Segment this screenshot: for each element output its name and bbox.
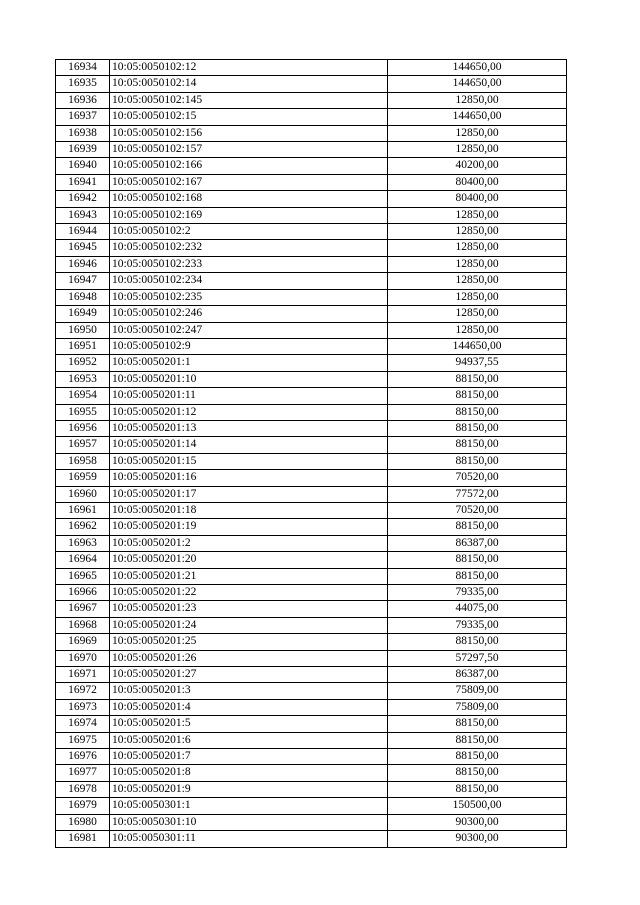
value-cell: 12850,00 <box>388 273 567 289</box>
value-cell: 88150,00 <box>388 716 567 732</box>
cadastral-code-cell: 10:05:0050201:13 <box>110 420 388 436</box>
value-cell: 79335,00 <box>388 617 567 633</box>
table-row <box>56 207 567 223</box>
table-row <box>56 453 567 469</box>
table-row <box>56 240 567 256</box>
row-number-cell: 16975 <box>56 732 110 748</box>
value-cell: 144650,00 <box>388 109 567 125</box>
row-number-cell: 16934 <box>56 60 110 76</box>
table-row <box>56 732 567 748</box>
cadastral-code-cell: 10:05:0050201:15 <box>110 453 388 469</box>
table-row <box>56 322 567 338</box>
table-row <box>56 256 567 272</box>
table-row <box>56 781 567 797</box>
value-cell: 70520,00 <box>388 502 567 518</box>
table-row <box>56 142 567 158</box>
cadastral-code-cell: 10:05:0050102:2 <box>110 224 388 240</box>
table-row <box>56 355 567 371</box>
row-number-cell: 16962 <box>56 519 110 535</box>
cadastral-code-cell: 10:05:0050102:166 <box>110 158 388 174</box>
cadastral-code-cell: 10:05:0050201:8 <box>110 765 388 781</box>
cadastral-code-cell: 10:05:0050201:27 <box>110 667 388 683</box>
value-cell: 88150,00 <box>388 781 567 797</box>
row-number-cell: 16972 <box>56 683 110 699</box>
row-number-cell: 16977 <box>56 765 110 781</box>
row-number-cell: 16948 <box>56 289 110 305</box>
row-number-cell: 16944 <box>56 224 110 240</box>
cadastral-code-cell: 10:05:0050201:16 <box>110 470 388 486</box>
cadastral-code-cell: 10:05:0050102:247 <box>110 322 388 338</box>
row-number-cell: 16961 <box>56 502 110 518</box>
cadastral-code-cell: 10:05:0050201:17 <box>110 486 388 502</box>
cadastral-code-cell: 10:05:0050201:25 <box>110 634 388 650</box>
value-cell: 88150,00 <box>388 420 567 436</box>
row-number-cell: 16950 <box>56 322 110 338</box>
table-row <box>56 191 567 207</box>
row-number-cell: 16980 <box>56 814 110 830</box>
cadastral-code-cell: 10:05:0050201:7 <box>110 749 388 765</box>
value-cell: 12850,00 <box>388 289 567 305</box>
row-number-cell: 16953 <box>56 371 110 387</box>
table-row <box>56 634 567 650</box>
value-cell: 70520,00 <box>388 470 567 486</box>
cadastral-code-cell: 10:05:0050201:2 <box>110 535 388 551</box>
cadastral-code-cell: 10:05:0050201:6 <box>110 732 388 748</box>
row-number-cell: 16958 <box>56 453 110 469</box>
row-number-cell: 16949 <box>56 306 110 322</box>
cadastral-code-cell: 10:05:0050102:15 <box>110 109 388 125</box>
table-row <box>56 831 567 847</box>
table-row <box>56 683 567 699</box>
cadastral-code-cell: 10:05:0050201:14 <box>110 437 388 453</box>
cadastral-code-cell: 10:05:0050102:9 <box>110 338 388 354</box>
value-cell: 40200,00 <box>388 158 567 174</box>
row-number-cell: 16963 <box>56 535 110 551</box>
table-row <box>56 519 567 535</box>
table-row <box>56 273 567 289</box>
row-number-cell: 16960 <box>56 486 110 502</box>
row-number-cell: 16968 <box>56 617 110 633</box>
value-cell: 86387,00 <box>388 667 567 683</box>
table-row <box>56 76 567 92</box>
cadastral-code-cell: 10:05:0050201:1 <box>110 355 388 371</box>
row-number-cell: 16957 <box>56 437 110 453</box>
row-number-cell: 16940 <box>56 158 110 174</box>
row-number-cell: 16942 <box>56 191 110 207</box>
table-row <box>56 814 567 830</box>
table-row <box>56 404 567 420</box>
value-cell: 12850,00 <box>388 322 567 338</box>
row-number-cell: 16978 <box>56 781 110 797</box>
cadastral-code-cell: 10:05:0050102:12 <box>110 60 388 76</box>
cadastral-code-cell: 10:05:0050201:12 <box>110 404 388 420</box>
value-cell: 12850,00 <box>388 256 567 272</box>
value-cell: 86387,00 <box>388 535 567 551</box>
row-number-cell: 16943 <box>56 207 110 223</box>
value-cell: 90300,00 <box>388 814 567 830</box>
row-number-cell: 16946 <box>56 256 110 272</box>
value-cell: 75809,00 <box>388 699 567 715</box>
cadastral-code-cell: 10:05:0050102:168 <box>110 191 388 207</box>
row-number-cell: 16964 <box>56 552 110 568</box>
value-cell: 12850,00 <box>388 207 567 223</box>
row-number-cell: 16966 <box>56 585 110 601</box>
cadastral-code-cell: 10:05:0050201:19 <box>110 519 388 535</box>
row-number-cell: 16939 <box>56 142 110 158</box>
table-row <box>56 224 567 240</box>
table-row <box>56 420 567 436</box>
value-cell: 88150,00 <box>388 732 567 748</box>
row-number-cell: 16941 <box>56 174 110 190</box>
value-cell: 88150,00 <box>388 568 567 584</box>
row-number-cell: 16954 <box>56 388 110 404</box>
table-row <box>56 60 567 76</box>
cadastral-code-cell: 10:05:0050102:233 <box>110 256 388 272</box>
table-row <box>56 289 567 305</box>
cadastral-code-cell: 10:05:0050301:11 <box>110 831 388 847</box>
table-row <box>56 502 567 518</box>
cadastral-code-cell: 10:05:0050301:1 <box>110 798 388 814</box>
value-cell: 12850,00 <box>388 125 567 141</box>
cadastral-code-cell: 10:05:0050201:22 <box>110 585 388 601</box>
table-row <box>56 765 567 781</box>
cadastral-code-cell: 10:05:0050301:10 <box>110 814 388 830</box>
row-number-cell: 16965 <box>56 568 110 584</box>
cadastral-code-cell: 10:05:0050102:157 <box>110 142 388 158</box>
cadastral-code-cell: 10:05:0050102:167 <box>110 174 388 190</box>
value-cell: 79335,00 <box>388 585 567 601</box>
cadastral-code-cell: 10:05:0050201:5 <box>110 716 388 732</box>
table-row <box>56 470 567 486</box>
table-row <box>56 388 567 404</box>
row-number-cell: 16974 <box>56 716 110 732</box>
table-row <box>56 601 567 617</box>
table-row <box>56 371 567 387</box>
row-number-cell: 16976 <box>56 749 110 765</box>
cadastral-code-cell: 10:05:0050201:18 <box>110 502 388 518</box>
table-row <box>56 125 567 141</box>
row-number-cell: 16951 <box>56 338 110 354</box>
table-row <box>56 552 567 568</box>
value-cell: 88150,00 <box>388 749 567 765</box>
cadastral-code-cell: 10:05:0050102:145 <box>110 92 388 108</box>
table-row <box>56 174 567 190</box>
value-cell: 94937,55 <box>388 355 567 371</box>
value-cell: 88150,00 <box>388 453 567 469</box>
cadastral-code-cell: 10:05:0050201:23 <box>110 601 388 617</box>
value-cell: 88150,00 <box>388 634 567 650</box>
cadastral-code-cell: 10:05:0050102:235 <box>110 289 388 305</box>
row-number-cell: 16981 <box>56 831 110 847</box>
table-row <box>56 158 567 174</box>
row-number-cell: 16955 <box>56 404 110 420</box>
value-cell: 88150,00 <box>388 437 567 453</box>
row-number-cell: 16938 <box>56 125 110 141</box>
value-cell: 88150,00 <box>388 388 567 404</box>
row-number-cell: 16952 <box>56 355 110 371</box>
cadastral-code-cell: 10:05:0050102:156 <box>110 125 388 141</box>
table-row <box>56 585 567 601</box>
table-row <box>56 617 567 633</box>
table-row <box>56 306 567 322</box>
cadastral-code-cell: 10:05:0050201:9 <box>110 781 388 797</box>
value-cell: 88150,00 <box>388 552 567 568</box>
cadastral-code-cell: 10:05:0050201:11 <box>110 388 388 404</box>
table-row <box>56 92 567 108</box>
table-row <box>56 338 567 354</box>
row-number-cell: 16959 <box>56 470 110 486</box>
cadastral-code-cell: 10:05:0050201:26 <box>110 650 388 666</box>
cadastral-code-cell: 10:05:0050201:20 <box>110 552 388 568</box>
table-row <box>56 667 567 683</box>
value-cell: 88150,00 <box>388 519 567 535</box>
value-cell: 12850,00 <box>388 240 567 256</box>
cadastral-code-cell: 10:05:0050201:3 <box>110 683 388 699</box>
cadastral-code-cell: 10:05:0050201:24 <box>110 617 388 633</box>
row-number-cell: 16936 <box>56 92 110 108</box>
row-number-cell: 16973 <box>56 699 110 715</box>
table-row <box>56 109 567 125</box>
row-number-cell: 16937 <box>56 109 110 125</box>
value-cell: 12850,00 <box>388 92 567 108</box>
value-cell: 12850,00 <box>388 142 567 158</box>
table-row <box>56 437 567 453</box>
value-cell: 77572,00 <box>388 486 567 502</box>
row-number-cell: 16971 <box>56 667 110 683</box>
value-cell: 57297,50 <box>388 650 567 666</box>
value-cell: 88150,00 <box>388 371 567 387</box>
table-row <box>56 535 567 551</box>
row-number-cell: 16967 <box>56 601 110 617</box>
row-number-cell: 16935 <box>56 76 110 92</box>
records-table-body <box>56 60 567 848</box>
cadastral-code-cell: 10:05:0050102:169 <box>110 207 388 223</box>
cadastral-code-cell: 10:05:0050201:4 <box>110 699 388 715</box>
value-cell: 150500,00 <box>388 798 567 814</box>
records-table <box>55 59 567 848</box>
value-cell: 90300,00 <box>388 831 567 847</box>
cadastral-code-cell: 10:05:0050201:10 <box>110 371 388 387</box>
value-cell: 44075,00 <box>388 601 567 617</box>
table-row <box>56 798 567 814</box>
value-cell: 88150,00 <box>388 765 567 781</box>
table-row <box>56 699 567 715</box>
cadastral-code-cell: 10:05:0050102:234 <box>110 273 388 289</box>
cadastral-code-cell: 10:05:0050102:232 <box>110 240 388 256</box>
table-row <box>56 486 567 502</box>
table-row <box>56 749 567 765</box>
value-cell: 144650,00 <box>388 76 567 92</box>
cadastral-code-cell: 10:05:0050102:14 <box>110 76 388 92</box>
value-cell: 75809,00 <box>388 683 567 699</box>
row-number-cell: 16947 <box>56 273 110 289</box>
value-cell: 144650,00 <box>388 338 567 354</box>
row-number-cell: 16979 <box>56 798 110 814</box>
value-cell: 80400,00 <box>388 191 567 207</box>
row-number-cell: 16945 <box>56 240 110 256</box>
value-cell: 144650,00 <box>388 60 567 76</box>
value-cell: 12850,00 <box>388 306 567 322</box>
table-row <box>56 568 567 584</box>
table-row <box>56 650 567 666</box>
value-cell: 12850,00 <box>388 224 567 240</box>
table-row <box>56 716 567 732</box>
cadastral-code-cell: 10:05:0050201:21 <box>110 568 388 584</box>
row-number-cell: 16956 <box>56 420 110 436</box>
value-cell: 80400,00 <box>388 174 567 190</box>
cadastral-code-cell: 10:05:0050102:246 <box>110 306 388 322</box>
row-number-cell: 16970 <box>56 650 110 666</box>
value-cell: 88150,00 <box>388 404 567 420</box>
row-number-cell: 16969 <box>56 634 110 650</box>
